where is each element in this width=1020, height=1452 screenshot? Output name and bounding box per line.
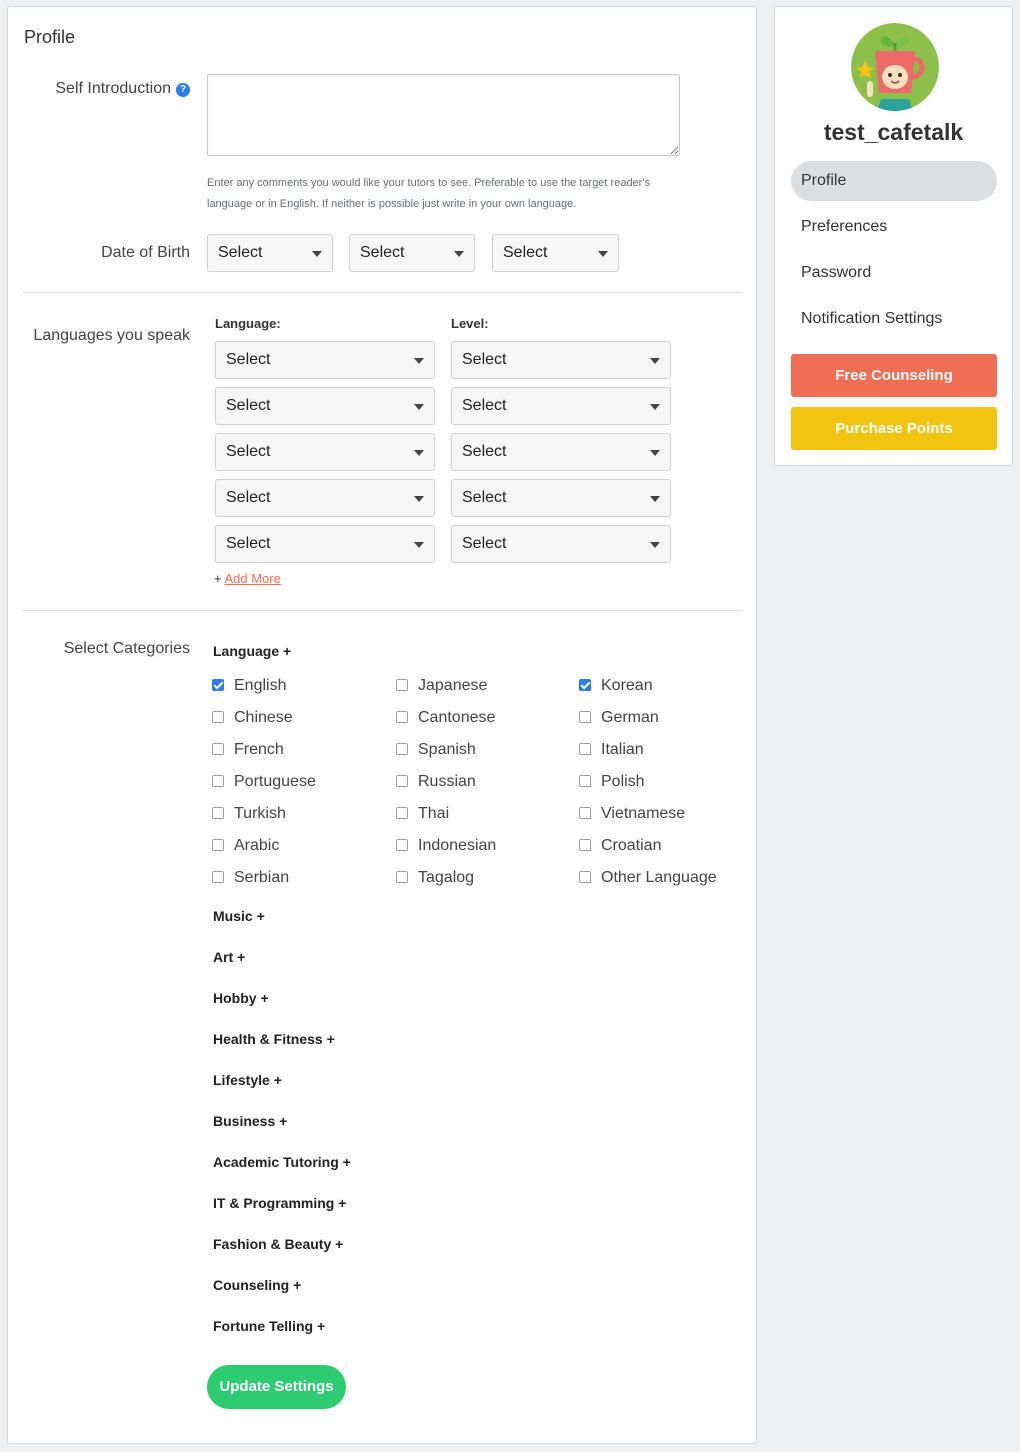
category-checkbox[interactable] bbox=[212, 837, 279, 855]
checkbox-icon[interactable] bbox=[396, 743, 408, 755]
checkbox-icon[interactable] bbox=[212, 711, 224, 723]
chevron-down-icon bbox=[414, 496, 424, 502]
chevron-down-icon bbox=[414, 542, 424, 548]
checkbox-label: Portuguese bbox=[234, 773, 316, 790]
select-value: Select bbox=[226, 351, 271, 368]
select-value: Select bbox=[226, 535, 271, 552]
checkbox-icon[interactable] bbox=[396, 871, 408, 883]
dob-day-select[interactable] bbox=[492, 234, 619, 272]
select-value: Select bbox=[218, 244, 263, 261]
checkbox-icon[interactable] bbox=[579, 743, 591, 755]
checkbox-checked-icon[interactable] bbox=[212, 679, 224, 691]
category-checkbox[interactable] bbox=[579, 805, 685, 823]
select-value: Select bbox=[226, 397, 271, 414]
checkbox-label: Polish bbox=[601, 773, 645, 790]
category-checkbox[interactable] bbox=[212, 869, 289, 887]
category-toggle[interactable]: Lifestyle + bbox=[213, 1072, 282, 1088]
select-value: Select bbox=[503, 244, 548, 261]
checkbox-icon[interactable] bbox=[579, 807, 591, 819]
category-checkbox[interactable] bbox=[579, 869, 717, 887]
checkbox-checked-icon[interactable] bbox=[579, 679, 591, 691]
sidebar-item-profile[interactable]: Profile bbox=[791, 161, 997, 201]
categories-label: Select Categories bbox=[63, 640, 190, 657]
category-checkbox[interactable] bbox=[396, 741, 476, 759]
level-select[interactable] bbox=[451, 387, 671, 425]
checkbox-label: Turkish bbox=[234, 805, 286, 822]
checkbox-label: Spanish bbox=[418, 741, 476, 758]
level-select[interactable] bbox=[451, 433, 671, 471]
chevron-down-icon bbox=[650, 450, 660, 456]
dob-month-select[interactable] bbox=[349, 234, 475, 272]
chevron-down-icon bbox=[650, 358, 660, 364]
checkbox-label: French bbox=[234, 741, 284, 758]
category-checkbox[interactable] bbox=[396, 837, 496, 855]
checkbox-icon[interactable] bbox=[212, 775, 224, 787]
checkbox-label: Korean bbox=[601, 677, 653, 694]
checkbox-label: Russian bbox=[418, 773, 476, 790]
category-checkbox[interactable] bbox=[396, 869, 474, 887]
chevron-down-icon bbox=[598, 251, 608, 257]
dob-label: Date of Birth bbox=[101, 244, 190, 261]
select-value: Select bbox=[462, 443, 507, 460]
category-checkbox[interactable] bbox=[396, 805, 449, 823]
chevron-down-icon bbox=[650, 542, 660, 548]
category-checkbox[interactable] bbox=[212, 773, 316, 791]
language-select[interactable] bbox=[215, 525, 435, 563]
category-checkbox[interactable] bbox=[212, 741, 284, 759]
language-select[interactable] bbox=[215, 479, 435, 517]
free-counseling-button[interactable]: Free Counseling bbox=[791, 354, 997, 397]
sidebar-item-notification-settings[interactable]: Notification Settings bbox=[801, 310, 943, 327]
username: test_cafetalk bbox=[823, 119, 964, 145]
card-title: Profile bbox=[24, 27, 76, 47]
select-value: Select bbox=[462, 535, 507, 552]
category-checkbox[interactable] bbox=[579, 837, 661, 855]
dob-year-select[interactable] bbox=[207, 234, 333, 272]
language-select[interactable] bbox=[215, 341, 435, 379]
chevron-down-icon bbox=[650, 496, 660, 502]
checkbox-label: Indonesian bbox=[418, 837, 497, 854]
category-checkbox[interactable] bbox=[212, 709, 293, 727]
category-language-toggle[interactable]: Language + bbox=[213, 643, 292, 659]
self-intro-textarea[interactable] bbox=[207, 74, 680, 156]
checkbox-icon[interactable] bbox=[396, 679, 408, 691]
self-intro-label bbox=[55, 80, 190, 98]
category-checkbox[interactable] bbox=[579, 741, 644, 759]
checkbox-label: Tagalog bbox=[418, 869, 475, 886]
category-toggle[interactable]: Hobby + bbox=[213, 990, 269, 1006]
checkbox-label: Serbian bbox=[234, 869, 290, 886]
category-toggle[interactable]: Fortune Telling + bbox=[213, 1318, 326, 1334]
checkbox-label: English bbox=[234, 677, 287, 694]
checkbox-label: Chinese bbox=[234, 709, 293, 726]
select-value: Select bbox=[226, 489, 271, 506]
chevron-down-icon bbox=[414, 450, 424, 456]
level-column-header: Level: bbox=[451, 316, 489, 331]
checkbox-icon[interactable] bbox=[579, 775, 591, 787]
checkbox-label: Other Language bbox=[601, 869, 717, 886]
checkbox-icon[interactable] bbox=[579, 711, 591, 723]
category-toggle[interactable]: Fashion & Beauty + bbox=[213, 1236, 344, 1252]
checkbox-icon[interactable] bbox=[396, 807, 408, 819]
category-checkbox[interactable] bbox=[396, 773, 476, 791]
level-select[interactable] bbox=[451, 341, 671, 379]
category-checkbox[interactable] bbox=[396, 709, 495, 727]
language-column-header: Language: bbox=[215, 316, 281, 331]
checkbox-icon[interactable] bbox=[396, 775, 408, 787]
category-toggle[interactable]: IT & Programming + bbox=[213, 1195, 347, 1211]
category-checkbox[interactable] bbox=[579, 709, 659, 727]
category-checkbox[interactable] bbox=[212, 805, 286, 823]
add-more-link[interactable]: Add More bbox=[224, 571, 281, 586]
avatar[interactable] bbox=[851, 23, 939, 111]
help-icon[interactable]: ? bbox=[176, 83, 190, 97]
checkbox-label: Japanese bbox=[418, 677, 488, 694]
select-value: Select bbox=[360, 244, 405, 261]
chevron-down-icon bbox=[650, 404, 660, 410]
add-more-plus: + bbox=[214, 571, 222, 586]
category-toggle[interactable]: Music + bbox=[213, 908, 265, 924]
category-toggle[interactable]: Business + bbox=[213, 1113, 288, 1129]
checkbox-icon[interactable] bbox=[212, 871, 224, 883]
select-value: Select bbox=[226, 443, 271, 460]
profile-card bbox=[7, 6, 757, 1444]
category-checkbox[interactable] bbox=[579, 773, 645, 791]
category-checkbox[interactable] bbox=[396, 677, 487, 695]
cafetalk-mascot-avatar-icon bbox=[851, 23, 939, 111]
checkbox-icon[interactable] bbox=[212, 839, 224, 851]
chevron-down-icon bbox=[454, 251, 464, 257]
select-value: Select bbox=[462, 351, 507, 368]
category-checkbox[interactable] bbox=[212, 677, 286, 695]
checkbox-label: Italian bbox=[601, 741, 644, 758]
checkbox-label: Thai bbox=[418, 805, 450, 822]
checkbox-icon[interactable] bbox=[396, 711, 408, 723]
checkbox-label: Arabic bbox=[234, 837, 280, 854]
divider bbox=[23, 610, 742, 611]
category-toggle[interactable]: Academic Tutoring + bbox=[213, 1154, 351, 1170]
sidebar-item-preferences[interactable]: Preferences bbox=[801, 218, 888, 235]
checkbox-label: Croatian bbox=[601, 837, 662, 854]
category-toggle[interactable]: Counseling + bbox=[213, 1277, 302, 1293]
chevron-down-icon bbox=[414, 404, 424, 410]
purchase-points-button[interactable]: Purchase Points bbox=[791, 407, 997, 450]
chevron-down-icon bbox=[312, 251, 322, 257]
language-select[interactable] bbox=[215, 387, 435, 425]
checkbox-icon[interactable] bbox=[579, 871, 591, 883]
self-intro-label-text: Self Introduction bbox=[55, 80, 171, 97]
language-select[interactable] bbox=[215, 433, 435, 471]
sidebar-item-password[interactable]: Password bbox=[801, 264, 872, 281]
checkbox-label: German bbox=[601, 709, 659, 726]
select-value: Select bbox=[462, 397, 507, 414]
checkbox-icon[interactable] bbox=[212, 743, 224, 755]
divider bbox=[23, 292, 742, 293]
level-select[interactable] bbox=[451, 525, 671, 563]
checkbox-label: Vietnamese bbox=[601, 805, 686, 822]
checkbox-label: Cantonese bbox=[418, 709, 496, 726]
category-toggle[interactable]: Art + bbox=[213, 949, 246, 965]
checkbox-icon[interactable] bbox=[579, 839, 591, 851]
self-intro-help-text: Enter any comments you would like your tutors to see. Preferable to use the target reader's language or in English. If neither is possible just write in your own language. bbox=[207, 177, 650, 210]
select-value: Select bbox=[462, 489, 507, 506]
checkbox-icon[interactable] bbox=[212, 807, 224, 819]
languages-label: Languages you speak bbox=[33, 327, 190, 344]
chevron-down-icon bbox=[414, 358, 424, 364]
sidebar-card bbox=[774, 6, 1013, 466]
checkbox-icon[interactable] bbox=[396, 839, 408, 851]
level-select[interactable] bbox=[451, 479, 671, 517]
add-more bbox=[214, 571, 281, 586]
category-toggle[interactable]: Health & Fitness + bbox=[213, 1031, 335, 1047]
update-settings-button[interactable]: Update Settings bbox=[207, 1365, 346, 1409]
category-checkbox[interactable] bbox=[579, 677, 653, 695]
